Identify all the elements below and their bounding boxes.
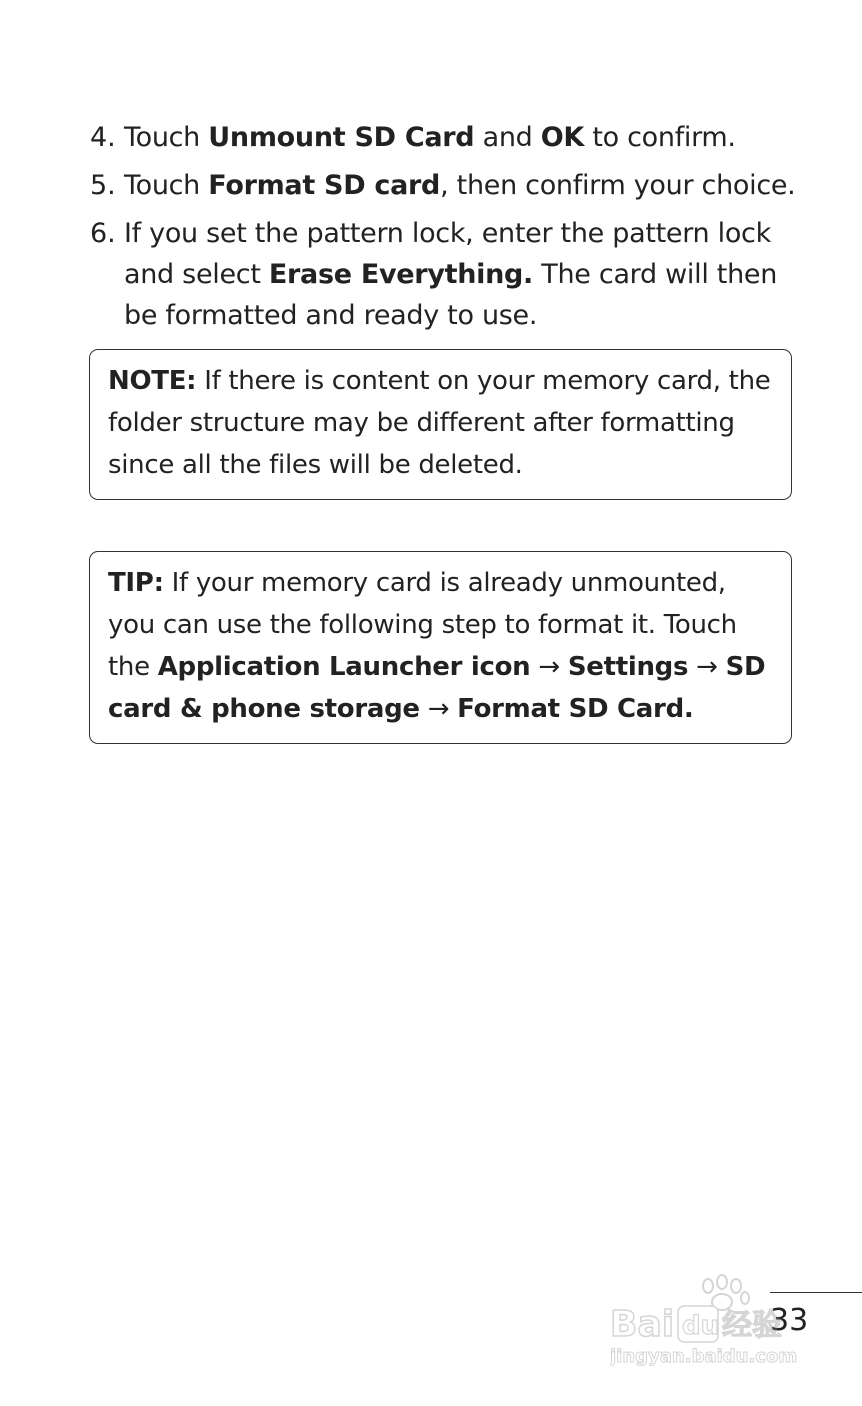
step-text-run: , then confirm your choice. bbox=[440, 170, 796, 201]
step-text-run: to confirm. bbox=[584, 122, 736, 153]
step-text bbox=[124, 165, 810, 206]
tip-text-run-bold: SD card & phone storage bbox=[108, 652, 766, 724]
arrow-separator: → bbox=[688, 652, 726, 682]
svg-text:du: du bbox=[682, 1311, 720, 1341]
arrow-separator: → bbox=[419, 694, 458, 724]
arrow-separator: → bbox=[530, 652, 568, 682]
footer-rule bbox=[770, 1292, 862, 1293]
step-text-run: Touch bbox=[124, 122, 209, 153]
step-item bbox=[90, 165, 810, 206]
step-text-run: If you set the pattern lock, enter the pattern lock and select bbox=[124, 218, 771, 290]
note-box bbox=[89, 349, 792, 500]
step-text bbox=[124, 117, 810, 158]
steps-list bbox=[90, 117, 810, 343]
step-text bbox=[124, 213, 810, 336]
step-text-run-bold: OK bbox=[540, 122, 585, 153]
step-number: 4. bbox=[90, 122, 116, 153]
note-text: If there is content on your memory card, the folder structure may be different after formatting since all the files will be deleted. bbox=[108, 366, 771, 480]
svg-text:Bai: Bai bbox=[610, 1304, 675, 1345]
step-text-run-bold: Format SD card bbox=[208, 170, 441, 201]
step-number: 5. bbox=[90, 170, 116, 201]
tip-text-run-bold: Format SD Card. bbox=[457, 694, 694, 724]
svg-text:jingyan.baidu.com: jingyan.baidu.com bbox=[610, 1346, 798, 1367]
step-text-run-bold: Erase Everything. bbox=[268, 259, 534, 290]
step-item bbox=[90, 117, 810, 158]
tip-text-run-bold: Application Launcher icon bbox=[157, 652, 531, 682]
step-text-run-bold: Unmount SD Card bbox=[208, 122, 475, 153]
tip-text-run-bold: Settings bbox=[567, 652, 689, 682]
step-text-run: The card will then be formatted and ready to use. bbox=[124, 259, 778, 331]
tip-text-run: If your memory card is already unmounted, you can use the following step to format it. Touch the bbox=[108, 568, 737, 682]
note-label: NOTE: bbox=[108, 366, 197, 396]
step-number: 6. bbox=[90, 218, 116, 249]
step-text-run: and bbox=[474, 122, 541, 153]
step-text-run: Touch bbox=[124, 170, 209, 201]
tip-box bbox=[89, 551, 792, 744]
tip-label: TIP: bbox=[108, 568, 164, 598]
page-number: 33 bbox=[770, 1303, 809, 1338]
step-item bbox=[90, 213, 810, 336]
svg-text:经验: 经验 bbox=[722, 1308, 782, 1343]
